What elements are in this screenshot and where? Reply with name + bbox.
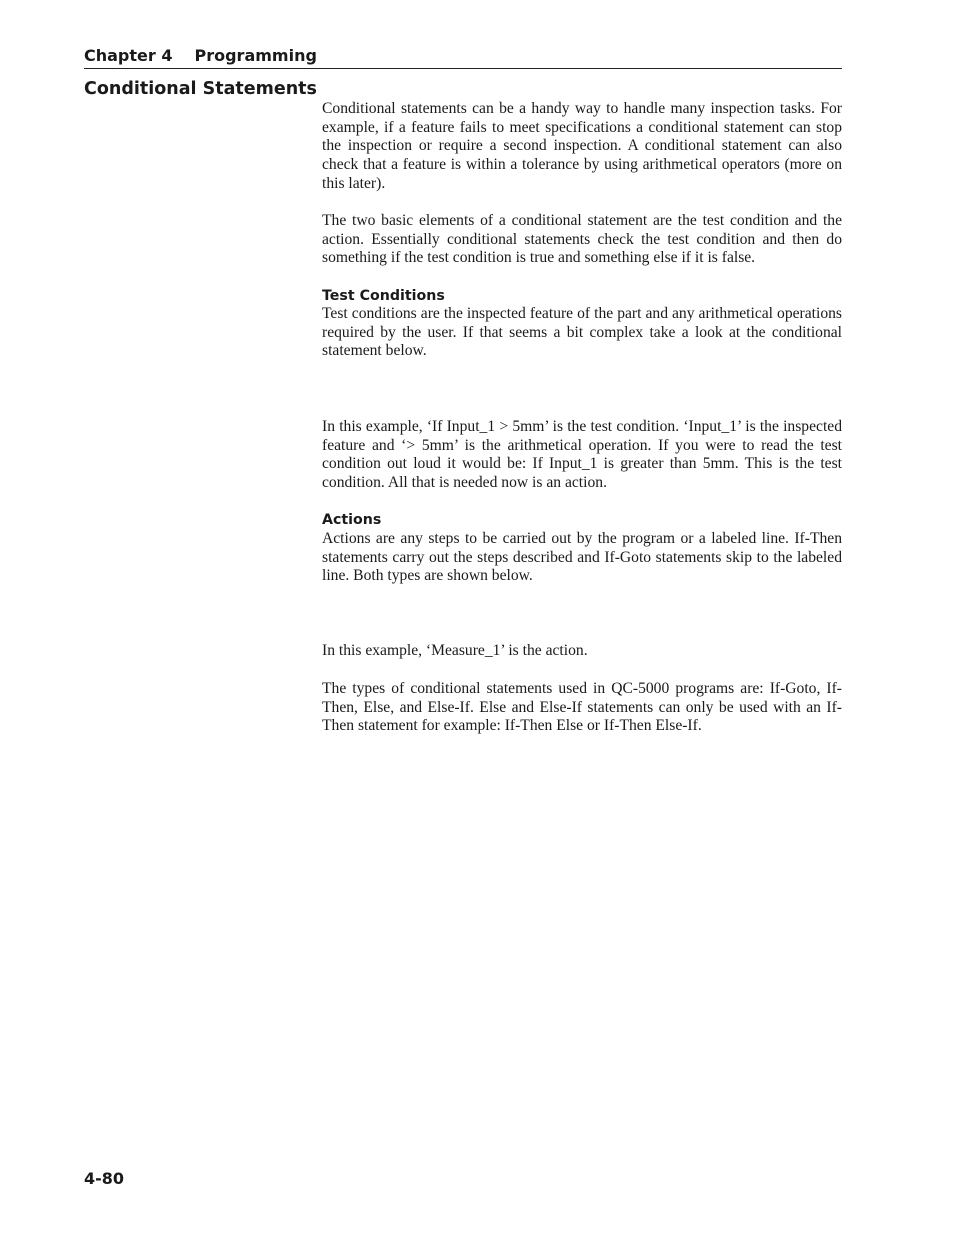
chapter-title: Programming [194, 46, 317, 65]
actions-text: Actions are any steps to be carried out by the program or a labeled line. If-Then statements carry out the steps described and If-Goto statements skip to the labeled line. Both types are shown below. [322, 530, 842, 585]
page-number: 4-80 [84, 1169, 125, 1188]
types-text: The types of conditional statements used in QC-5000 programs are: If-Goto, If-Then, Else, and Else-If. Else and Else-If statements can only be used with an If-Then statement for example: If-Then Else or If-Then Else-If. [322, 680, 842, 735]
elements-text: The two basic elements of a conditional statement are the test condition and the action. Essentially conditional statements check the test condition and then do something if the test condition is true and something else if it is false. [322, 212, 842, 267]
actions-example-paragraph [322, 642, 842, 661]
actions-example-text: In this example, ‘Measure_1’ is the action. [322, 642, 588, 659]
types-paragraph [322, 680, 842, 736]
test-conditions-heading: Test Conditions [322, 288, 445, 304]
actions-heading: Actions [322, 512, 382, 528]
elements-paragraph [322, 212, 842, 268]
test-example-text: In this example, ‘If Input_1 > 5mm’ is the test condition. ‘Input_1’ is the inspected feature and ‘> 5mm’ is the arithmetical operation. If you were to read the test condition out loud it would be: If Input_1 is greater than 5mm. This is the test condition. All that is needed now is an action. [322, 418, 842, 492]
intro-text: Conditional statements can be a handy way to handle many inspection tasks. For example, if a feature fails to meet specifications a conditional statement can stop the inspection or require a second inspection. A conditional statement can also check that a feature is within a tolerance by using arithmetical operators (more on this later). [322, 100, 842, 192]
intro-paragraph [322, 100, 842, 194]
chapter-number: Chapter 4 [84, 46, 173, 65]
test-conditions-paragraph [322, 305, 842, 361]
test-example-paragraph [322, 418, 842, 493]
section-title: Conditional Statements [84, 79, 317, 99]
test-conditions-text: Test conditions are the inspected feature of the part and any arithmetical operations required by the user. If that seems a bit complex take a look at the conditional statement below. [322, 305, 842, 360]
actions-paragraph [322, 530, 842, 586]
running-header [84, 46, 842, 69]
